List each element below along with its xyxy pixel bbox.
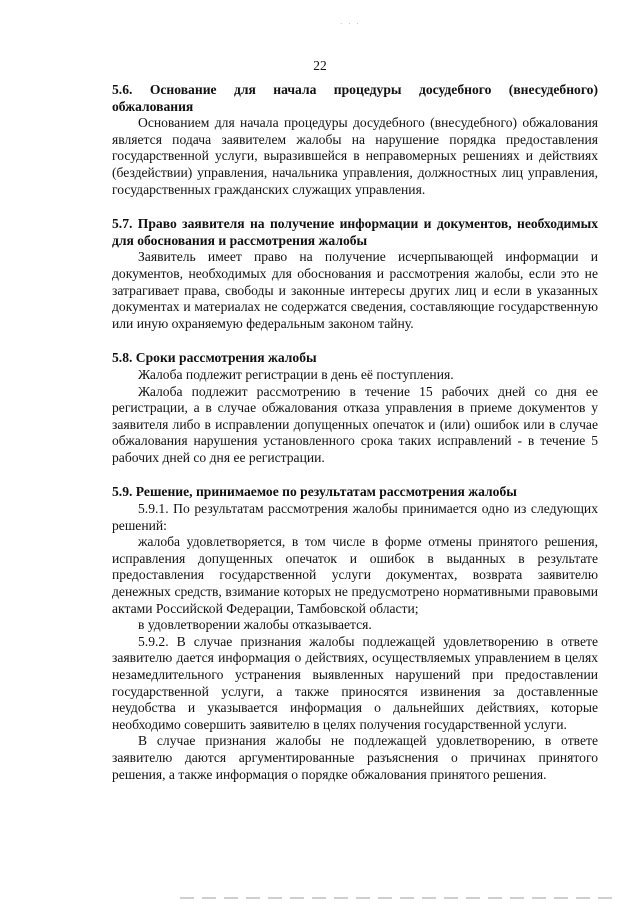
section-heading-5-8: 5.8. Сроки рассмотрения жалобы [112, 350, 317, 366]
paragraph: В случае признания жалобы не подлежащей удовлетворению, в ответе заявителю даются аргументированные разъяснения о причинах принятого решения, а также информация о порядке обжалования принятого решения. [112, 733, 598, 782]
scan-artifact-line [180, 897, 620, 899]
paragraph: 5.9.2. В случае признания жалобы подлежащей удовлетворению в ответе заявителю дается информация о действиях, осуществляемых управлением в целях незамедлительного устранения выявленных нарушений при предоставлении государственной услуги, а также приносятся извинения за доставленные неудобства и указывается информация о дальнейших действиях, которые необходимо совершить заявителю в целях получения государственной услуги. [112, 633, 598, 732]
page-number: 22 [313, 58, 327, 73]
section-heading-5-6: 5.6. Основание для начала процедуры досудебного (внесудебного) обжалования [112, 82, 598, 114]
paragraph: в удовлетворении жалобы отказывается. [138, 617, 372, 633]
paragraph: Заявитель имеет право на получение исчерпывающей информации и документов, необходимых для обоснования и рассмотрения жалобы, если это не затрагивает права, свободы и законные интересы других лиц и если в указанных документах и материалах не содержатся сведения, составляющие государственную или иную охраняемую федеральным законом тайну. [112, 249, 598, 331]
section-heading-5-7: 5.7. Право заявителя на получение информации и документов, необходимых для обоснования и рассмотрения жалобы [112, 216, 598, 248]
paragraph: Жалоба подлежит регистрации в день её поступления. [138, 366, 454, 382]
paragraph: жалоба удовлетворяется, в том числе в форме отмены принятого решения, исправления допущенных опечаток и ошибок в выданных в результате предоставления государственной услуги документах, возврата заявителю денежных средств, взимание которых не предусмотрено нормативными правовыми актами Российской Федерации, Тамбовской области; [112, 534, 598, 616]
paragraph: Основанием для начала процедуры досудебного (внесудебного) обжалования является подача заявителем жалобы на нарушение порядка предоставления государственной услуги, выразившейся в неправомерных решениях и действиях (бездействии) управления, начальника управления, должностных лиц управления, государственных гражданских служащих управления. [112, 115, 598, 197]
paragraph: 5.9.1. По результатам рассмотрения жалобы принимается одно из следующих решений: [112, 501, 598, 533]
paragraph: Жалоба подлежит рассмотрению в течение 15 рабочих дней со дня ее регистрации, а в случае обжалования отказа управления в приеме документов у заявителя либо в исправлении допущенных опечаток и (или) ошибок или в случае обжалования нарушения установленного срока таких исправлений - в течение 5 рабочих дней со дня ее регистрации. [112, 383, 598, 465]
section-heading-5-9: 5.9. Решение, принимаемое по результатам рассмотрения жалобы [112, 484, 517, 500]
scan-artifact: · · · [340, 20, 361, 28]
document-body [112, 82, 598, 783]
